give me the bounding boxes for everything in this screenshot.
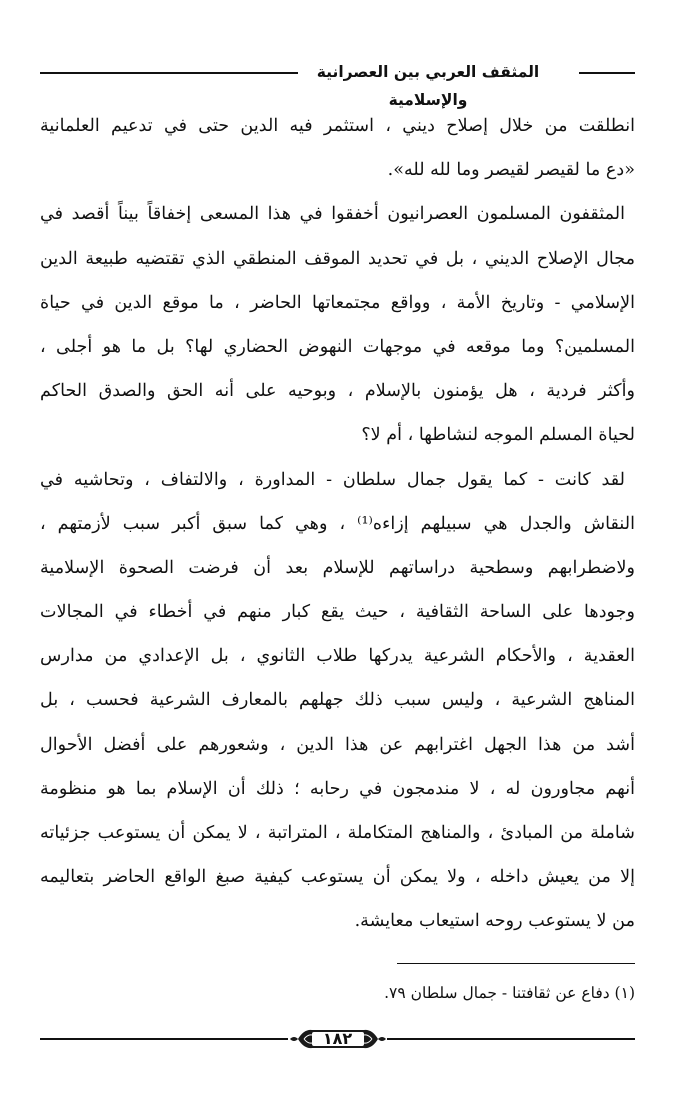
body-line: إلا من يعيش داخله ، ولا يمكن أن يستوعب كيفية صبغ الواقع الحاضر بتعاليمه (40, 867, 635, 888)
body-line: وأكثر فردية ، هل يؤمنون بالإسلام ، وبوحيه على أنه الحق والصدق الحاكم (40, 381, 635, 402)
body-line: «دع ما لقيصر لقيصر وما لله لله». (387, 160, 635, 181)
footnote-separator (397, 963, 635, 964)
footnote: (١) دفاع عن ثقافتنا - جمال سلطان ٧٩. (384, 984, 635, 1002)
body-line: وجودها على الساحة الثقافية ، حيث يقع كبار منهم في أخطاء في المجالات (40, 602, 635, 623)
body-line: الإسلامي - وتاريخ الأمة ، وواقع مجتمعاتها الحاضر ، ما موقع الدين في حياة (40, 292, 635, 313)
body-line: العقدية ، والأحكام الشرعية يدركها طلاب الثانوي ، بل الإعدادي من مدارس (40, 646, 635, 667)
page-number: ١٨٢ (322, 1029, 353, 1048)
body-line: انطلقت من خلال إصلاح ديني ، استثمر فيه الدين حتى في تدعيم العلمانية (40, 116, 635, 136)
footer-rule-right (387, 1038, 635, 1040)
footer-rule-left (40, 1038, 288, 1040)
body-line: أنهم مجاورون له ، لا مندمجون في رحابه ؛ ذلك أن الإسلام بما هو منظومة (40, 778, 635, 799)
body-line: مجال الإصلاح الديني ، بل في تحديد الموقف المنطقي الذي تقتضيه طبيعة الدين (40, 248, 635, 269)
page-footer (40, 1026, 635, 1052)
body-line: المسلمين؟ وما موقعه في موجهات النهوض الحضاري لها؟ بل ما هو أجلى ، (40, 336, 635, 357)
body-line: أشد من هذا الجهل اغترابهم عن هذا الدين ، وشعورهم على أفضل الأحوال (40, 734, 635, 755)
body-line: النقاش والجدل هي سبيلهم إزاءه⁽¹⁾ ، وهي كما سبق أكبر سبب لأزمتهم ، (40, 513, 635, 534)
body-line: ولاضطرابهم وسطحية دراساتهم للإسلام بعد أن فرضت الصحوة الإسلامية (40, 557, 635, 578)
header-rule-left (40, 72, 298, 74)
body-line: من لا يستوعب روحه استيعاب معايشة. (354, 911, 635, 932)
body-line: المثقفون المسلمون العصرانيون أخفقوا في هذا المسعى إخفاقاً بيناً أقصد في (40, 204, 625, 225)
body-line: لحياة المسلم الموجه لنشاطها ، أم لا؟ (361, 425, 635, 446)
running-title: المثقف العربي بين العصرانية والإسلامية (316, 63, 540, 109)
body-line: شاملة من المبادئ ، والمناهج المتكاملة ، المتراتبة ، لا يمكن أن يستوعب جزئياته (40, 823, 635, 843)
body-line: المناهج الشرعية ، وليس سبب ذلك جهلهم بالمعارف الشرعية فحسب ، بل (40, 690, 635, 711)
body-text (40, 104, 635, 944)
header-rule-right (579, 72, 635, 74)
body-line: لقد كانت - كما يقول جمال سلطان - المداورة ، والالتفاف ، وتحاشيه في (40, 469, 625, 490)
running-header (40, 58, 635, 109)
